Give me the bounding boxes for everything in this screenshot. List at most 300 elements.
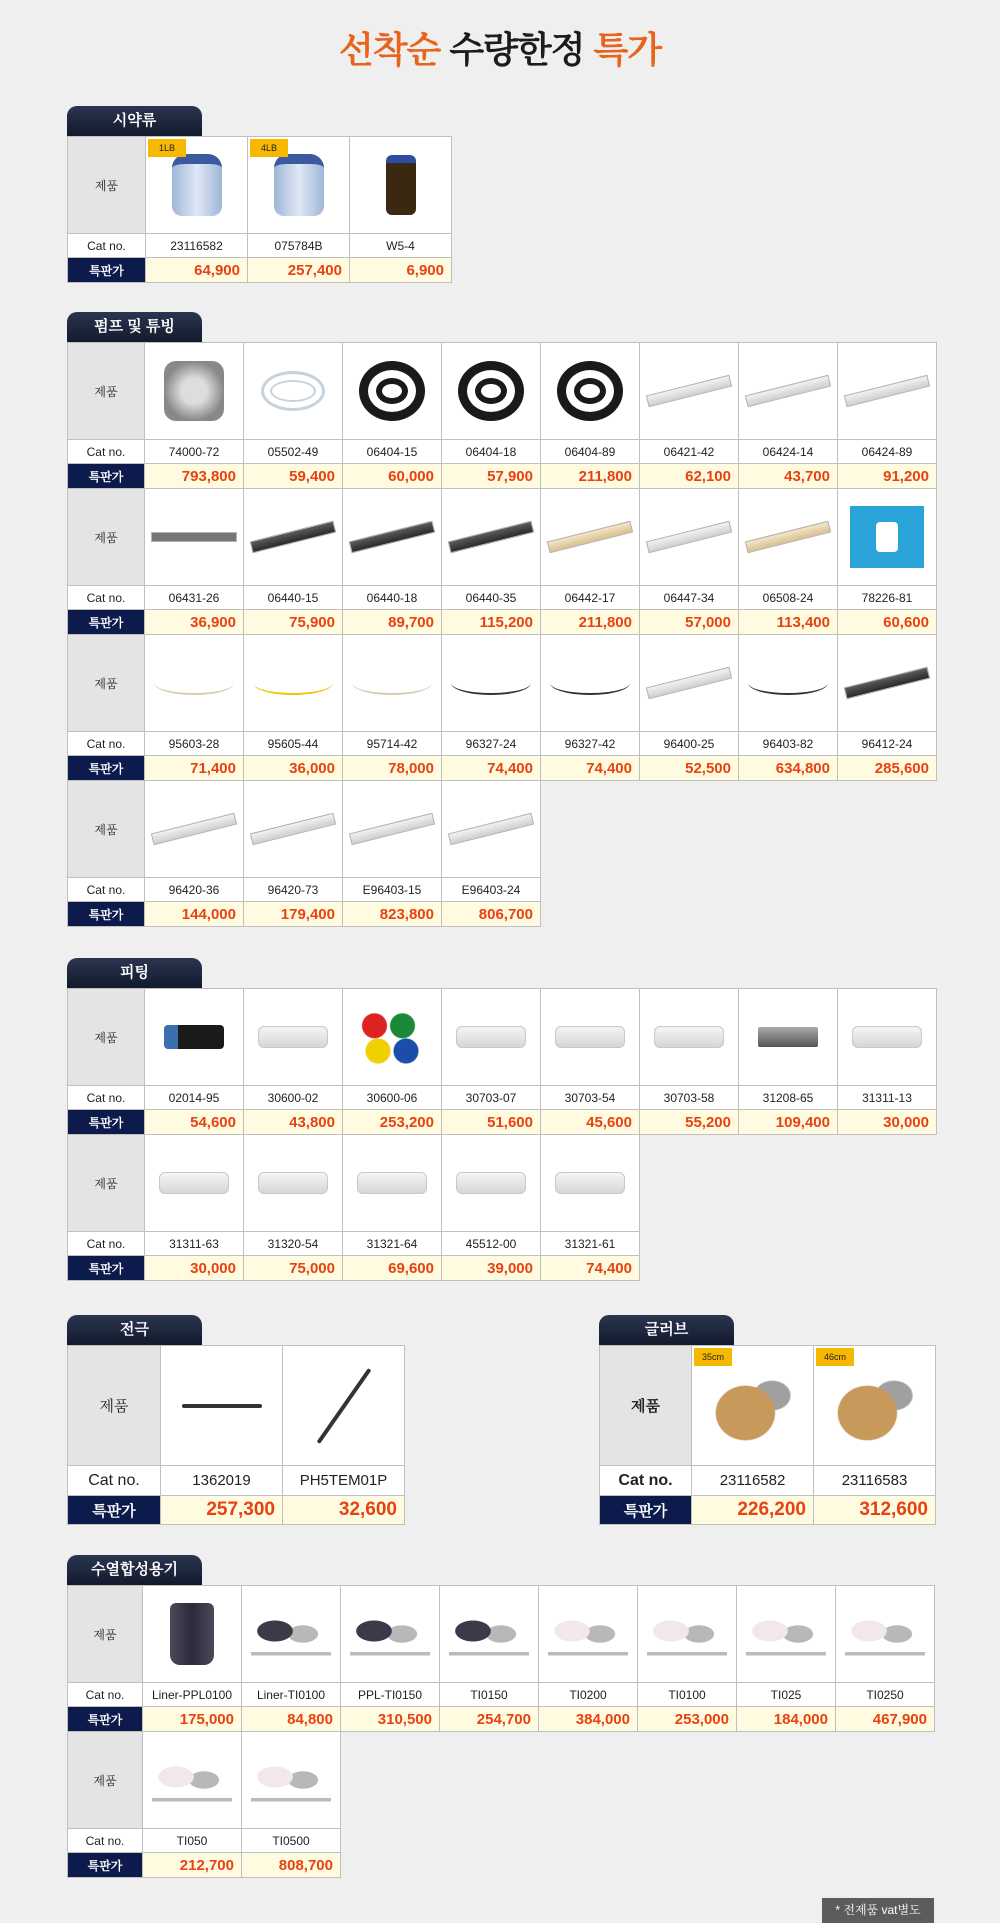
cat-number: 06421-42 [640,440,739,464]
cat-row [68,586,937,610]
cat-label: Cat no. [68,586,145,610]
product-image-cell [541,989,640,1086]
cat-number: 06447-34 [640,586,739,610]
cat-number: 06404-18 [442,440,541,464]
black-tubing-coil-icon [557,361,623,421]
vessel-set-icon [251,1604,331,1664]
product-image-cell [143,1732,242,1829]
product-label: 제품 [68,1135,145,1232]
tubing-dark-icon [844,667,930,699]
cat-number: 95714-42 [343,732,442,756]
product-image-cell [638,1586,737,1683]
special-price: 36,900 [145,610,244,635]
product-label: 제품 [68,137,146,234]
wavy-tubing-yellow-icon [253,671,333,695]
size-badge: 1LB [148,139,186,157]
cat-number: 96420-73 [244,878,343,902]
vessel-set-light-icon [251,1750,331,1810]
clear-fitting-icon [456,1026,526,1048]
special-price: 257,300 [161,1496,283,1525]
jar-icon [172,154,222,216]
special-price: 211,800 [541,464,640,489]
connector-icon [850,506,924,568]
glove-icon [715,1371,791,1441]
price-label: 특판가 [68,1256,145,1281]
cat-number: 96400-25 [640,732,739,756]
special-price: 30,000 [145,1256,244,1281]
cat-number: TI025 [737,1683,836,1707]
product-image-cell [145,781,244,878]
product-label: 제품 [68,1732,143,1829]
cat-number: 31311-63 [145,1232,244,1256]
product-image-cell [442,781,541,878]
product-table [67,342,937,489]
tubing-strip-icon [250,813,336,845]
special-price: 89,700 [343,610,442,635]
cat-number: 23116582 [146,234,248,258]
product-image-cell [838,489,937,586]
product-image-cell [442,635,541,732]
clear-fitting-icon [555,1172,625,1194]
cat-number: 06508-24 [739,586,838,610]
page-headline [0,22,1000,73]
special-price: 30,000 [838,1110,937,1135]
wavy-tubing-mix-icon [550,671,630,695]
product-table [67,988,937,1135]
special-price: 226,200 [692,1496,814,1525]
wavy-tubing-icon [154,671,234,695]
product-image-cell [836,1586,935,1683]
clear-fitting-icon [159,1172,229,1194]
special-price: 212,700 [143,1853,242,1878]
product-image-cell [739,635,838,732]
section-tab-fittings: 피팅 [67,958,202,988]
metal-fitting-icon [758,1027,818,1047]
special-price: 54,600 [145,1110,244,1135]
special-price: 253,200 [343,1110,442,1135]
cat-number: 30600-06 [343,1086,442,1110]
special-price: 51,600 [442,1110,541,1135]
special-price: 113,400 [739,610,838,635]
product-image-cell [739,489,838,586]
cat-label: Cat no. [68,1829,143,1853]
vessel-set-light-icon [152,1750,232,1810]
product-image-cell [146,137,248,234]
tubing-strip-icon [349,813,435,845]
price-label: 특판가 [68,902,145,927]
product-image-cell [244,989,343,1086]
special-price: 806,700 [442,902,541,927]
price-row [68,610,937,635]
cat-number: 95603-28 [145,732,244,756]
price-row [68,464,937,489]
image-row [68,1732,341,1829]
vessel-set-light-icon [845,1604,925,1664]
headline-special-price: 특가 [593,29,662,70]
special-price: 43,700 [739,464,838,489]
price-label: 특판가 [68,610,145,635]
price-row [68,1853,341,1878]
price-row [68,258,452,283]
cat-number: 23116583 [814,1466,936,1496]
special-price: 74,400 [442,756,541,781]
product-image-cell [341,1586,440,1683]
cat-number: TI0200 [539,1683,638,1707]
vessel-set-icon [449,1604,529,1664]
cat-number: 23116582 [692,1466,814,1496]
product-label: 제품 [68,635,145,732]
tubing-strip-icon [745,375,831,407]
product-image-cell [640,343,739,440]
product-label: 제품 [68,343,145,440]
tubing-strip-icon [151,813,237,845]
price-row [600,1496,936,1525]
cat-number: 31208-65 [739,1086,838,1110]
price-row [68,902,541,927]
section-reagents [67,106,452,283]
cat-number: 1362019 [161,1466,283,1496]
product-image-cell [145,343,244,440]
tubing-dark-icon [349,521,435,553]
cat-number: 30703-54 [541,1086,640,1110]
product-image-cell [343,989,442,1086]
cat-number: PPL-TI0150 [341,1683,440,1707]
clear-tubing-icon [261,371,325,411]
cat-number: 06424-89 [838,440,937,464]
cat-row [68,1232,640,1256]
cat-number: 06431-26 [145,586,244,610]
product-image-cell [244,635,343,732]
product-image-cell [838,343,937,440]
price-row [68,1707,935,1732]
cat-row [68,234,452,258]
clear-fitting-icon [654,1026,724,1048]
product-image-cell [640,989,739,1086]
cat-number: 06440-15 [244,586,343,610]
tubing-dark-icon [250,521,336,553]
product-label: 제품 [600,1346,692,1466]
special-price: 285,600 [838,756,937,781]
cat-label: Cat no. [68,732,145,756]
product-image-cell [350,137,452,234]
image-row [68,1135,640,1232]
product-image-cell [541,489,640,586]
product-label: 제품 [68,989,145,1086]
product-image-cell [343,489,442,586]
special-price: 52,500 [640,756,739,781]
image-row [68,1586,935,1683]
special-price: 57,900 [442,464,541,489]
product-image-cell [145,1135,244,1232]
product-image-cell [442,989,541,1086]
headline-limited-quantity: 수량한정 [449,29,585,70]
price-label: 특판가 [68,1110,145,1135]
price-row [68,1496,405,1525]
image-row [68,489,937,586]
cat-number: TI050 [143,1829,242,1853]
cat-number: TI0250 [836,1683,935,1707]
special-price: 74,400 [541,756,640,781]
special-price: 59,400 [244,464,343,489]
section-tab-electrodes: 전극 [67,1315,202,1345]
product-table [67,488,937,635]
pump-icon [164,361,224,421]
special-price: 384,000 [539,1707,638,1732]
product-image-cell [343,635,442,732]
cat-number: 31320-54 [244,1232,343,1256]
product-image-cell [640,635,739,732]
cat-number: W5-4 [350,234,452,258]
product-table [67,1345,405,1525]
cat-row [68,732,937,756]
size-badge: 35cm [694,1348,732,1366]
cat-number: 06404-89 [541,440,640,464]
size-badge: 4LB [250,139,288,157]
image-row [68,989,937,1086]
special-price: 36,000 [244,756,343,781]
cat-number: 06442-17 [541,586,640,610]
wavy-tubing-mix-icon [451,671,531,695]
cat-number: Liner-PPL0100 [143,1683,242,1707]
price-label: 특판가 [68,1853,143,1878]
product-label: 제품 [68,781,145,878]
vat-footnote: * 전제품 vat별도 [822,1898,934,1923]
special-price: 55,200 [640,1110,739,1135]
cat-number: Liner-TI0100 [242,1683,341,1707]
special-price: 179,400 [244,902,343,927]
cat-label: Cat no. [68,878,145,902]
price-label: 특판가 [600,1496,692,1525]
vessel-set-light-icon [647,1604,727,1664]
price-row [68,756,937,781]
cat-number: 96412-24 [838,732,937,756]
image-row [68,635,937,732]
cat-number: TI0100 [638,1683,737,1707]
price-label: 특판가 [68,1496,161,1525]
size-badge: 46cm [816,1348,854,1366]
product-image-cell [244,781,343,878]
cat-number: TI0150 [440,1683,539,1707]
tubing-strip-icon [646,521,732,553]
clear-fitting-icon [456,1172,526,1194]
special-price: 69,600 [343,1256,442,1281]
price-label: 특판가 [68,464,145,489]
special-price: 823,800 [343,902,442,927]
image-row [68,343,937,440]
clear-fitting-icon [852,1026,922,1048]
product-image-cell [145,989,244,1086]
price-label: 특판가 [68,258,146,283]
cat-number: 06424-14 [739,440,838,464]
product-image-cell [541,343,640,440]
special-price: 6,900 [350,258,452,283]
cat-number: 30703-07 [442,1086,541,1110]
clear-fitting-icon [555,1026,625,1048]
special-price: 184,000 [737,1707,836,1732]
headline-first-come: 선착순 [338,29,441,70]
cat-number: 74000-72 [145,440,244,464]
image-row [68,137,452,234]
cat-row [68,1466,405,1496]
product-image-cell [440,1586,539,1683]
section-vessels [67,1555,935,1878]
temperature-probe-icon [316,1367,371,1443]
special-price: 78,000 [343,756,442,781]
cat-row [68,1683,935,1707]
vessel-set-light-icon [746,1604,826,1664]
cat-number: 02014-95 [145,1086,244,1110]
image-row [68,1346,405,1466]
product-table [67,634,937,781]
product-image-cell [161,1346,283,1466]
cat-number: 96327-24 [442,732,541,756]
product-image-cell [343,1135,442,1232]
product-image-cell [814,1346,936,1466]
product-image-cell [838,989,937,1086]
product-image-cell [541,1135,640,1232]
section-tab-vessels: 수열합성용기 [67,1555,202,1585]
cat-label: Cat no. [68,1086,145,1110]
cat-number: 05502-49 [244,440,343,464]
product-table [67,136,452,283]
tubing-flat-icon [151,532,237,542]
special-price: 257,400 [248,258,350,283]
product-image-cell [145,489,244,586]
product-image-cell [737,1586,836,1683]
section-pumps [67,312,937,927]
special-price: 75,900 [244,610,343,635]
special-price: 75,000 [244,1256,343,1281]
special-price: 32,600 [283,1496,405,1525]
product-image-cell [640,489,739,586]
cat-number: 31321-64 [343,1232,442,1256]
tubing-beige-icon [745,521,831,553]
cat-label: Cat no. [68,1466,161,1496]
product-image-cell [145,635,244,732]
price-label: 특판가 [68,756,145,781]
cat-row [68,440,937,464]
cat-row [68,1086,937,1110]
cat-number: E96403-24 [442,878,541,902]
price-row [68,1110,937,1135]
cat-number: 06440-35 [442,586,541,610]
product-image-cell [248,137,350,234]
product-label: 제품 [68,1586,143,1683]
black-tubing-coil-icon [359,361,425,421]
special-price: 71,400 [145,756,244,781]
section-electrodes [67,1315,405,1525]
cat-number: 31311-13 [838,1086,937,1110]
product-image-cell [539,1586,638,1683]
cat-number: 06440-18 [343,586,442,610]
clear-fitting-icon [258,1172,328,1194]
special-price: 74,400 [541,1256,640,1281]
product-image-cell [242,1732,341,1829]
special-price: 467,900 [836,1707,935,1732]
product-table [67,1585,935,1732]
cat-row [68,878,541,902]
jar-icon [274,154,324,216]
price-label: 특판가 [68,1707,143,1732]
section-gloves [599,1315,936,1525]
special-price: 60,000 [343,464,442,489]
product-image-cell [244,1135,343,1232]
cat-number: 075784B [248,234,350,258]
wavy-tubing-mix-icon [748,671,828,695]
vessel-set-icon [350,1604,430,1664]
special-price: 43,800 [244,1110,343,1135]
clear-fitting-icon [258,1026,328,1048]
product-label: 제품 [68,489,145,586]
section-tab-gloves: 글러브 [599,1315,734,1345]
product-table [67,1134,640,1281]
product-image-cell [442,489,541,586]
cat-number: E96403-15 [343,878,442,902]
special-price: 793,800 [145,464,244,489]
electrode-icon [182,1404,262,1408]
cat-number: 45512-00 [442,1232,541,1256]
special-price: 312,600 [814,1496,936,1525]
cat-number: 95605-44 [244,732,343,756]
product-image-cell [442,343,541,440]
product-image-cell [541,635,640,732]
vessel-set-light-icon [548,1604,628,1664]
special-price: 144,000 [145,902,244,927]
special-price: 211,800 [541,610,640,635]
cat-number: PH5TEM01P [283,1466,405,1496]
product-table [599,1345,936,1525]
product-image-cell [838,635,937,732]
cat-number: 96327-42 [541,732,640,756]
special-price: 91,200 [838,464,937,489]
special-price: 57,000 [640,610,739,635]
product-image-cell [692,1346,814,1466]
cat-number: 06404-15 [343,440,442,464]
special-price: 253,000 [638,1707,737,1732]
cat-number: 96420-36 [145,878,244,902]
image-row [68,781,541,878]
product-image-cell [343,343,442,440]
tubing-strip-icon [646,667,732,699]
section-tab-pumps: 펌프 및 튜빙 [67,312,202,342]
product-image-cell [244,489,343,586]
cat-label: Cat no. [600,1466,692,1496]
special-price: 60,600 [838,610,937,635]
product-label: 제품 [68,1346,161,1466]
product-image-cell [442,1135,541,1232]
special-price: 634,800 [739,756,838,781]
special-price: 808,700 [242,1853,341,1878]
color-caps-icon [357,1009,427,1065]
cat-number: 78226-81 [838,586,937,610]
cat-label: Cat no. [68,1232,145,1256]
product-image-cell [343,781,442,878]
clear-fitting-icon [357,1172,427,1194]
section-fittings [67,958,937,1281]
tubing-beige-icon [547,521,633,553]
tubing-strip-icon [448,813,534,845]
special-price: 254,700 [440,1707,539,1732]
tubing-dark-icon [448,521,534,553]
special-price: 115,200 [442,610,541,635]
special-price: 64,900 [146,258,248,283]
price-row [68,1256,640,1281]
special-price: 175,000 [143,1707,242,1732]
cat-label: Cat no. [68,1683,143,1707]
product-table [67,780,541,927]
black-fitting-icon [164,1025,224,1049]
product-image-cell [739,343,838,440]
